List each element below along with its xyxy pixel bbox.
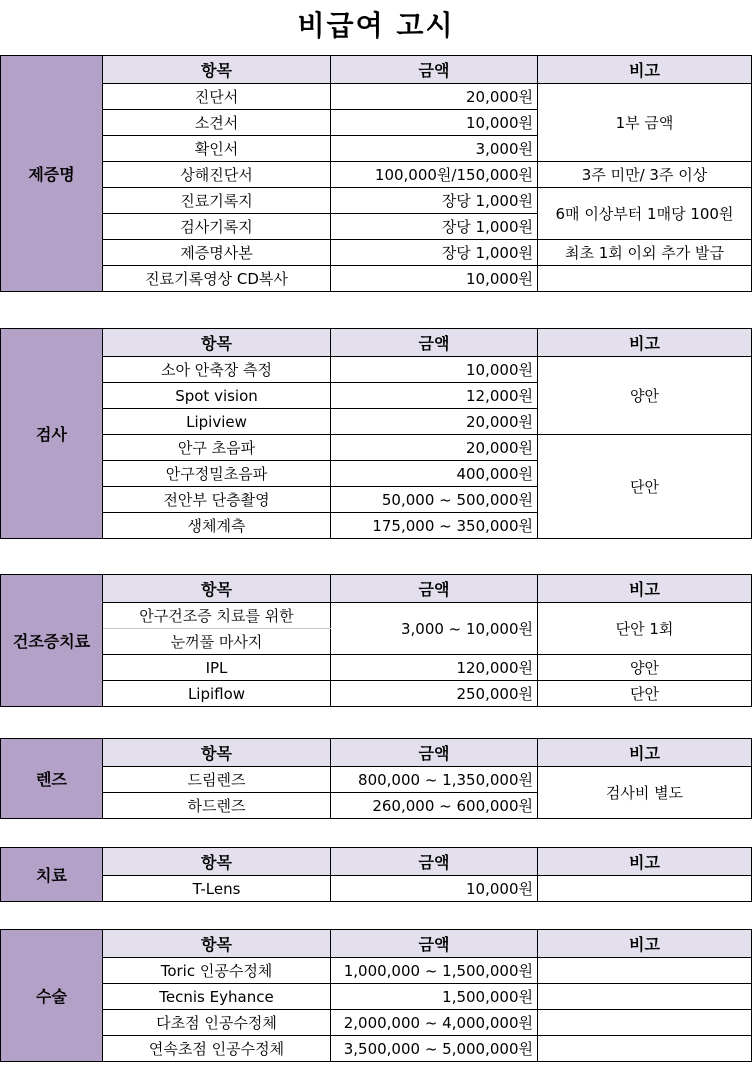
table-row <box>1 1010 752 1036</box>
table-row <box>1 681 752 707</box>
note-cell: 1부 금액 <box>538 84 752 162</box>
item-cell: 연속초점 인공수정체 <box>103 1036 331 1062</box>
table-row <box>1 767 752 793</box>
header-amount: 금액 <box>331 329 538 357</box>
table-row <box>1 876 752 902</box>
item-cell: 확인서 <box>103 136 331 162</box>
item-cell: 진단서 <box>103 84 331 110</box>
category-label: 건조증치료 <box>1 575 103 707</box>
note-cell: 양안 <box>538 655 752 681</box>
item-cell: 안구건조증 치료를 위한 <box>103 603 331 629</box>
header-note: 비고 <box>538 930 752 958</box>
item-cell: 드림렌즈 <box>103 767 331 793</box>
category-label: 치료 <box>1 848 103 902</box>
section-lenses <box>0 738 752 819</box>
table-row <box>1 162 752 188</box>
category-label: 제증명 <box>1 56 103 292</box>
item-cell: 다초점 인공수정체 <box>103 1010 331 1036</box>
table-row <box>1 603 752 629</box>
note-cell <box>538 1010 752 1036</box>
section-treatment <box>0 847 752 902</box>
section-certificates <box>0 55 752 292</box>
header-item: 항목 <box>103 930 331 958</box>
item-cell: 눈꺼풀 마사지 <box>103 629 331 655</box>
amount-cell: 100,000원/150,000원 <box>331 162 538 188</box>
category-label: 검사 <box>1 329 103 539</box>
header-amount: 금액 <box>331 848 538 876</box>
item-cell: 진료기록지 <box>103 188 331 214</box>
item-cell: 안구 초음파 <box>103 435 331 461</box>
item-cell: 제증명사본 <box>103 240 331 266</box>
item-cell: IPL <box>103 655 331 681</box>
note-cell: 단안 1회 <box>538 603 752 655</box>
header-note: 비고 <box>538 56 752 84</box>
amount-cell: 3,000원 <box>331 136 538 162</box>
header-item: 항목 <box>103 739 331 767</box>
amount-cell: 400,000원 <box>331 461 538 487</box>
item-cell: T-Lens <box>103 876 331 902</box>
header-amount: 금액 <box>331 930 538 958</box>
note-cell: 양안 <box>538 357 752 435</box>
header-item: 항목 <box>103 575 331 603</box>
table-row <box>1 188 752 214</box>
header-note: 비고 <box>538 575 752 603</box>
amount-cell: 175,000 ~ 350,000원 <box>331 513 538 539</box>
header-item: 항목 <box>103 848 331 876</box>
amount-cell: 3,000 ~ 10,000원 <box>331 603 538 655</box>
amount-cell: 800,000 ~ 1,350,000원 <box>331 767 538 793</box>
note-cell: 6매 이상부터 1매당 100원 <box>538 188 752 240</box>
amount-cell: 장당 1,000원 <box>331 188 538 214</box>
item-cell: 상해진단서 <box>103 162 331 188</box>
item-cell: Lipiview <box>103 409 331 435</box>
amount-cell: 10,000원 <box>331 110 538 136</box>
amount-cell: 12,000원 <box>331 383 538 409</box>
header-note: 비고 <box>538 329 752 357</box>
note-cell <box>538 266 752 292</box>
item-cell: 진료기록영상 CD복사 <box>103 266 331 292</box>
amount-cell: 장당 1,000원 <box>331 214 538 240</box>
item-cell: 소아 안축장 측정 <box>103 357 331 383</box>
amount-cell: 120,000원 <box>331 655 538 681</box>
header-item: 항목 <box>103 329 331 357</box>
amount-cell: 50,000 ~ 500,000원 <box>331 487 538 513</box>
note-cell: 단안 <box>538 435 752 539</box>
amount-cell: 260,000 ~ 600,000원 <box>331 793 538 819</box>
table-row <box>1 240 752 266</box>
category-label: 수술 <box>1 930 103 1062</box>
item-cell: 검사기록지 <box>103 214 331 240</box>
item-cell: 안구정밀초음파 <box>103 461 331 487</box>
amount-cell: 2,000,000 ~ 4,000,000원 <box>331 1010 538 1036</box>
page-title: 비급여 고시 <box>297 9 455 42</box>
header-note: 비고 <box>538 739 752 767</box>
section-dry-eye <box>0 574 752 707</box>
note-cell <box>538 958 752 984</box>
item-cell: Lipiflow <box>103 681 331 707</box>
amount-cell: 10,000원 <box>331 266 538 292</box>
item-cell: Spot vision <box>103 383 331 409</box>
amount-cell: 1,000,000 ~ 1,500,000원 <box>331 958 538 984</box>
section-tests <box>0 328 752 539</box>
header-item: 항목 <box>103 56 331 84</box>
item-cell: 전안부 단층촬영 <box>103 487 331 513</box>
note-cell: 검사비 별도 <box>538 767 752 819</box>
table-row <box>1 958 752 984</box>
table-row <box>1 84 752 110</box>
amount-cell: 20,000원 <box>331 435 538 461</box>
note-cell: 최초 1회 이외 추가 발급 <box>538 240 752 266</box>
amount-cell: 20,000원 <box>331 84 538 110</box>
header-amount: 금액 <box>331 56 538 84</box>
note-cell <box>538 984 752 1010</box>
table-row <box>1 1036 752 1062</box>
amount-cell: 장당 1,000원 <box>331 240 538 266</box>
category-label: 렌즈 <box>1 739 103 819</box>
note-cell <box>538 876 752 902</box>
amount-cell: 1,500,000원 <box>331 984 538 1010</box>
item-cell: 하드렌즈 <box>103 793 331 819</box>
header-amount: 금액 <box>331 575 538 603</box>
amount-cell: 3,500,000 ~ 5,000,000원 <box>331 1036 538 1062</box>
table-row <box>1 435 752 461</box>
note-cell: 단안 <box>538 681 752 707</box>
item-cell: 생체계측 <box>103 513 331 539</box>
note-cell: 3주 미만/ 3주 이상 <box>538 162 752 188</box>
section-surgery <box>0 929 752 1062</box>
table-row <box>1 266 752 292</box>
item-cell: Tecnis Eyhance <box>103 984 331 1010</box>
note-cell <box>538 1036 752 1062</box>
table-row <box>1 357 752 383</box>
amount-cell: 20,000원 <box>331 409 538 435</box>
amount-cell: 250,000원 <box>331 681 538 707</box>
table-row <box>1 984 752 1010</box>
table-row <box>1 655 752 681</box>
item-cell: Toric 인공수정체 <box>103 958 331 984</box>
amount-cell: 10,000원 <box>331 876 538 902</box>
header-amount: 금액 <box>331 739 538 767</box>
amount-cell: 10,000원 <box>331 357 538 383</box>
item-cell: 소견서 <box>103 110 331 136</box>
header-note: 비고 <box>538 848 752 876</box>
